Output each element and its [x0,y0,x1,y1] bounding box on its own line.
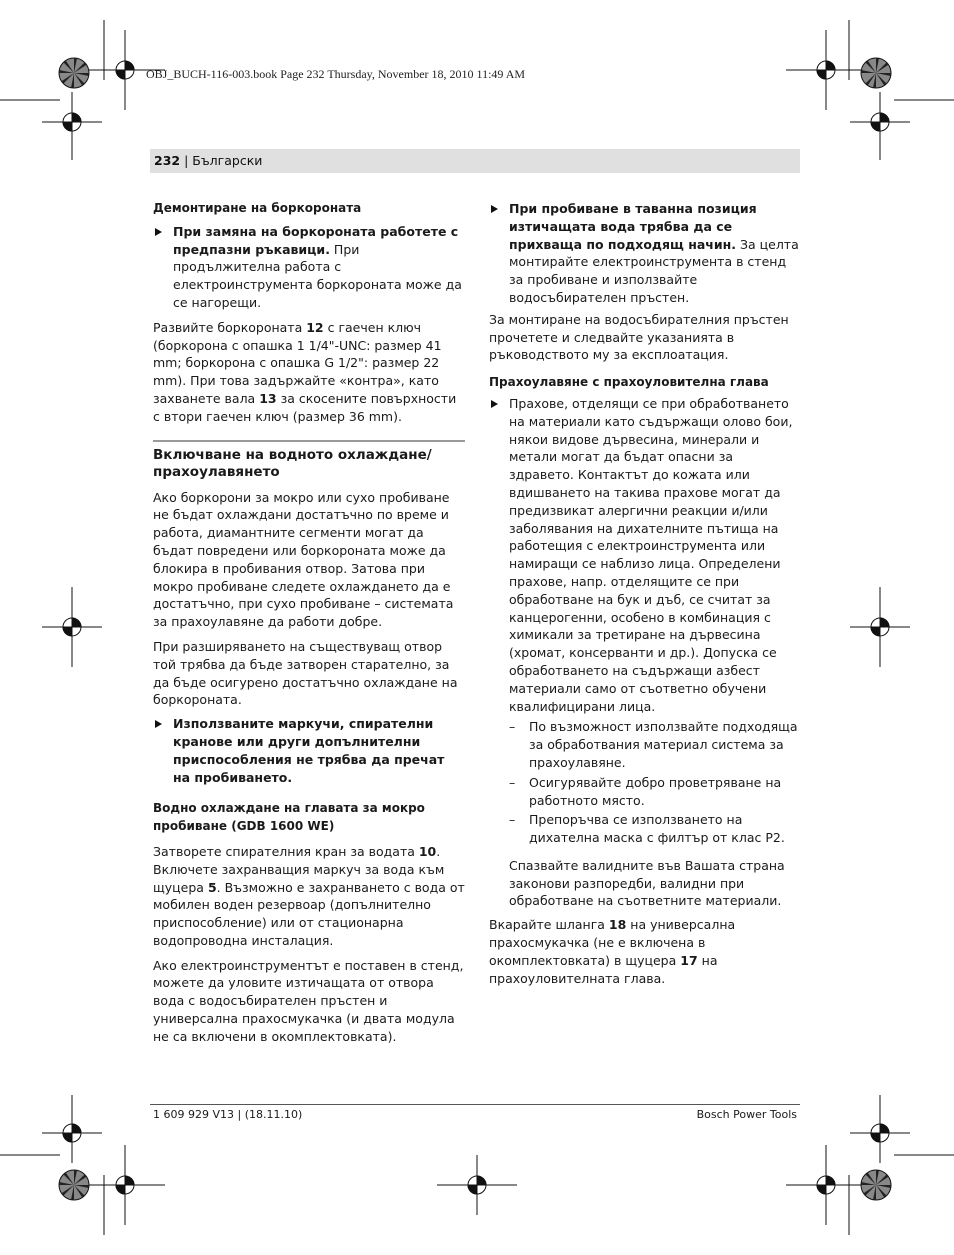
bullet-gloves: При замяна на боркороната работете с предпазни ръкавици. При продължителна работа с електроинструмента боркороната може да се нагорещи. [153,223,465,312]
paragraph-regulations: Спазвайте валидните във Вашата страна законови разпоредби, валидни при обработване на съответните материали. [509,857,785,909]
print-slug: OBJ_BUCH-116-003.book Page 232 Thursday, November 18, 2010 11:49 AM [146,67,526,81]
paragraph-unscrew: Развийте боркороната 12 с гаечен ключ (боркорона с опашка 1 1/4"-UNC: размер 41 mm; боркорона с опашка G 1/2": размер 22 mm). При това задържайте «контра», като захванете вала 13 за скосените повърхности с втори гаечен ключ (размер 36 mm). [153,319,457,424]
dash-item: – Осигурявайте добро проветряване на работното място. [509,774,782,808]
bullet-triangle-icon [155,228,162,236]
paragraph-hose: Вкарайте шланга 18 на универсална прахосмукачка (не е включена в окомплектовката) в щуцера 17 на прахоуловителната глава. [489,917,736,986]
bullet-hoses: Използваните маркучи, спирателни кранове или други допълнителни приспособления не трябва да пречат на пробиването. [153,715,465,786]
footer-brand: Bosch Power Tools [696,1108,797,1121]
paragraph-cooling-1: Ако боркорони за мокро или сухо пробиване не бъдат охлаждани достатъчно по време и работа, диамантните сегменти могат да бъдат повредени или боркороната може да блокира в пробивания отвор. Затова при мокро пробиване следете охлаждането да е достатъчно, при сухо пробиване – системата за прахоулавяне да работи добре. [153,489,454,630]
paragraph-water-2: Ако електроинструментът е поставен в стенд, можете да уловите изтичащата от отвора вода с водосъбирателен пръстен и универсална прахосмукачка (и двата модула не са включени в окомплектовката). [153,957,464,1044]
page-header-text [154,153,262,168]
footer-rule [150,1104,800,1105]
header-separator: | [180,153,193,168]
section-title-water-cooling: Водно охлаждане на главата за мокро пробиване (GDB 1600 WE) [153,801,425,834]
section-title-dismount: Демонтиране на боркороната [153,201,362,215]
header-language: Български [192,153,263,168]
bullet-triangle-icon [491,400,498,408]
bullet-dust-warning: Прахове, отделящи се при обработването на материали като съдържащи олово бои, някои видове дървесина, минерали и метали могат да бъдат опасни за здравето. Контактът до кожата или вдишването на такива прахове могат да предизвикат алергични реакции и/или заболявания на дихателните пътища на работещия с електроинструмента или намиращи се наблизо лица. Определени прахове, напр. отделящите се при обработване на бук и дъб, се считат за канцерогенни, особено в комбинация с химикали за третиране на дървесина (хромат, консерванти и др.). Допуска се обработването на съдържащи азбест материали само от съответно обучени квалифицирани лица. [489,395,801,715]
section-title-cooling: Включване на водното охлаждане/прахоулавянето [153,446,432,481]
bullet-ceiling: При пробиване в таванна позиция изтичащата вода трябва да се прихваща по подходящ начин. За целта монтирайте електроинструмента в стенд за пробиване и използвайте водосъбирателен пръстен. [489,200,801,307]
paragraph-ring: За монтиране на водосъбирателния пръстен прочетете и следвайте указанията в ръководството му за експлоатация. [489,311,789,363]
page-header [150,149,800,173]
bullet-triangle-icon [155,720,162,728]
page-number: 232 [154,153,181,168]
paragraph-cooling-2: При разширяването на съществуващ отвор той трябва да бъде затворен старателно, за да бъде осигурено достатъчно охлаждане на боркороната. [153,638,458,708]
right-column [489,200,801,987]
section-title-dust: Прахоулавяне с прахоуловителна глава [489,375,769,390]
footer-doc-number: 1 609 929 V13 | (18.11.10) [153,1108,303,1121]
left-column [153,200,465,1046]
dash-item: – Препоръчва се използването на дихателна маска с филтър от клас P2. [509,812,785,846]
dash-item: – По възможност използвайте подходяща за обработвания материал система за прахоулавяне. [509,719,798,770]
bullet-triangle-icon [491,205,498,213]
paragraph-water-1: Затворете спирателния кран за водата 10. Включете захранващия маркуч за вода към щуцера 5. Възможно е захранването с вода от мобилен воден резервоар (допълнително приспособление) или от стационарна водопроводна инсталация. [153,843,465,948]
